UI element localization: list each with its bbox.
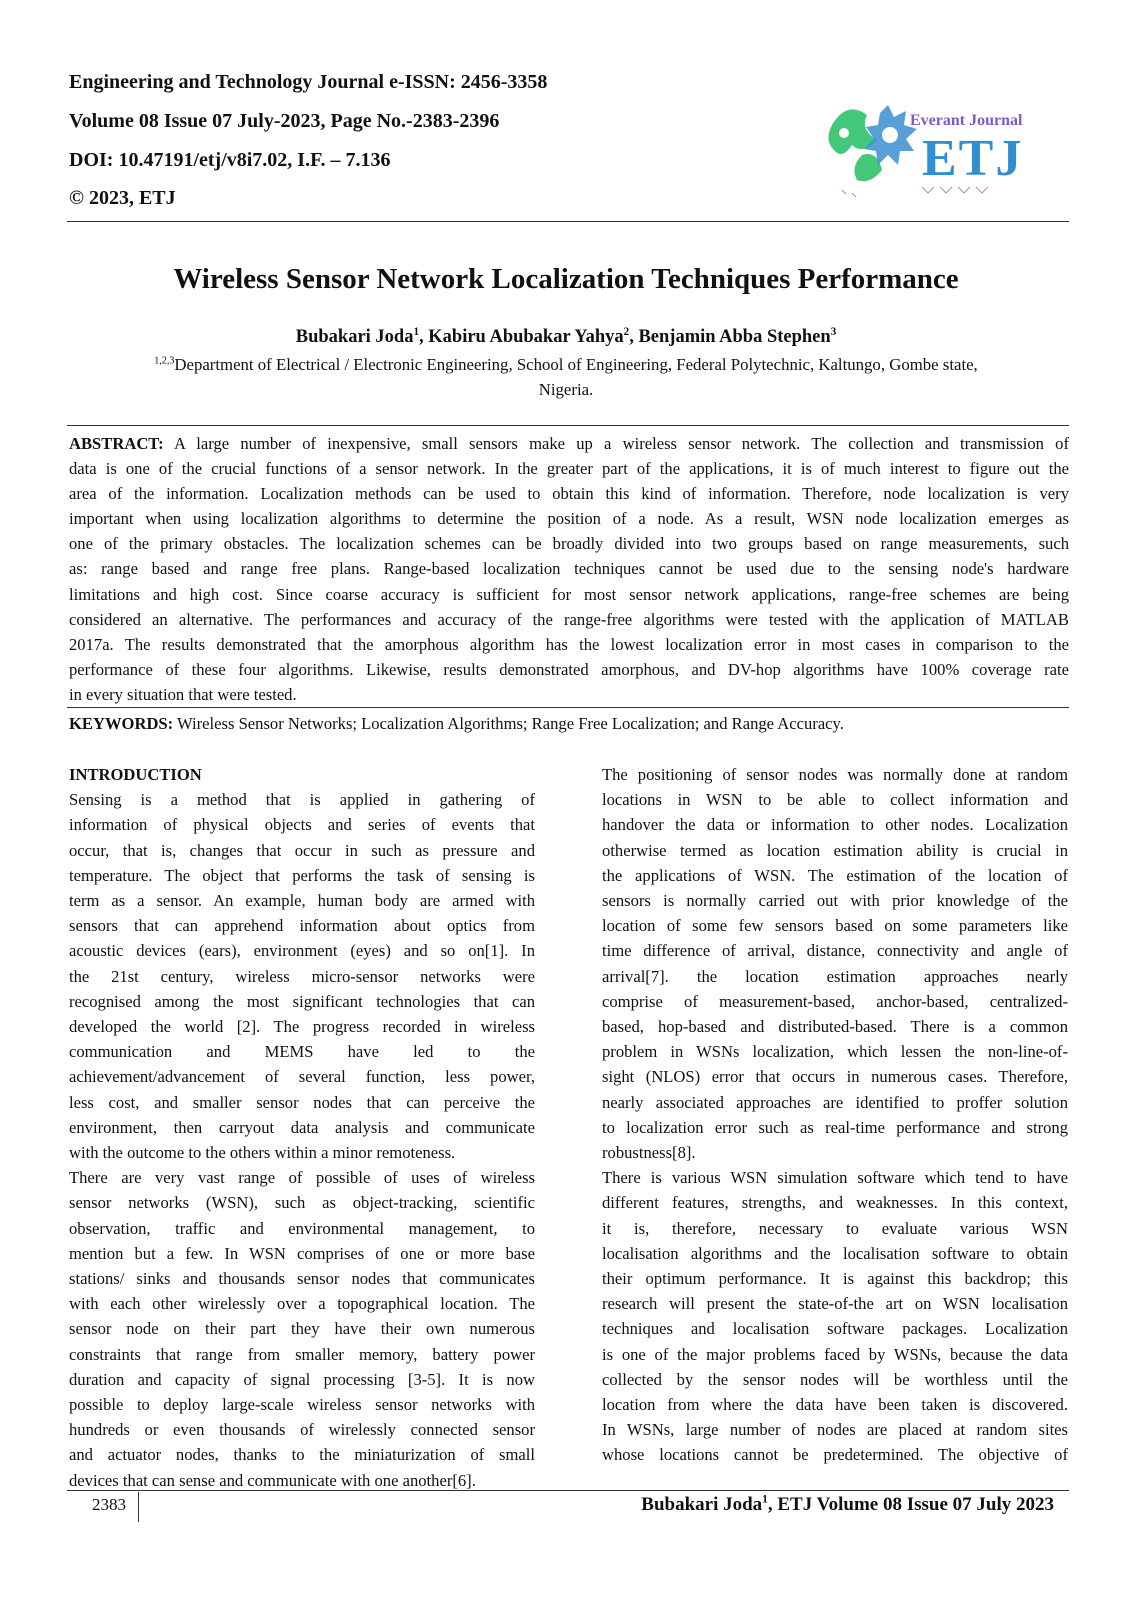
body-line: communication and MEMS have led to the — [69, 1042, 535, 1062]
body-line: hundreds or even thousands of wirelessly connected sensor — [69, 1420, 535, 1440]
affiliation-line-1: Department of Electrical / Electronic Engineering, School of Engineering, Federal Polytechnic, Kaltungo, Gombe state, — [174, 355, 978, 374]
body-line: to localization error such as real-time performance and strong — [602, 1117, 1068, 1137]
body-line: otherwise termed as location estimation ability is crucial in — [602, 840, 1068, 860]
abstract-line: in every situation that were tested. — [69, 684, 297, 704]
body-line: observation, traffic and environmental management, to — [69, 1218, 535, 1238]
header-rule — [67, 221, 1069, 222]
body-line: and actuator nodes, thanks to the miniaturization of small — [69, 1445, 535, 1465]
abstract-line: A large number of inexpensive, small sensors make up a wireless sensor network. The collection and transmission of — [163, 434, 1069, 453]
right-column — [602, 762, 1068, 1468]
author-list — [0, 326, 1132, 348]
left-column — [69, 762, 535, 1493]
footer-rule — [67, 1490, 1069, 1491]
body-line: recognised among the most significant technologies that can — [69, 991, 535, 1011]
body-line: it is, therefore, necessary to evaluate various WSN — [602, 1218, 1068, 1238]
body-line: time difference of arrival, distance, connectivity and angle of — [602, 941, 1068, 961]
body-line: temperature. The object that performs the task of sensing is — [69, 865, 535, 885]
footer-cite-rest: , ETJ Volume 08 Issue 07 July 2023 — [767, 1494, 1054, 1515]
body-line: The positioning of sensor nodes was normally done at random — [602, 765, 1068, 784]
body-line: sensor networks (WSN), such as object-tracking, scientific — [69, 1193, 535, 1213]
journal-name: Engineering and Technology Journal e-ISSN: 2456-3358 — [69, 71, 548, 93]
abstract-line: as: range based and range free plans. Range-based localization techniques cannot be used due to the sensing node's hardware — [69, 559, 1069, 579]
abstract-line: performance of these four algorithms. Likewise, results demonstrated amorphous, and DV-hop algorithms have 100% coverage rate — [69, 659, 1069, 679]
body-line: is one of the major problems faced by WSNs, because the data — [602, 1344, 1068, 1364]
body-line: comprise of measurement-based, anchor-based, centralized- — [602, 991, 1068, 1011]
abstract-line: limitations and high cost. Since coarse accuracy is sufficient for most sensor network applications, range-free schemes are being — [69, 584, 1069, 604]
abstract-line: area of the information. Localization methods can be used to obtain this kind of information. Therefore, node localization is very — [69, 484, 1069, 504]
body-line: sensors is normally carried out with prior knowledge of the — [602, 891, 1068, 911]
keywords-text: Wireless Sensor Networks; Localization Algorithms; Range Free Localization; and Range Accuracy. — [173, 714, 844, 733]
body-line: the 21st century, wireless micro-sensor networks were — [69, 966, 535, 986]
affiliation-line-2: Nigeria. — [538, 380, 594, 399]
body-line: acoustic devices (ears), environment (eyes) and so on[1]. In — [69, 941, 535, 961]
abstract-label: ABSTRACT: — [69, 434, 164, 453]
author-3: , Benjamin Abba Stephen — [629, 327, 831, 347]
keywords-rule — [67, 707, 1069, 708]
body-line: There is various WSN simulation software which tend to have — [602, 1168, 1068, 1188]
body-line: with the outcome to the others within a minor remoteness. — [69, 1143, 456, 1163]
author-2: , Kabiru Abubakar Yahya — [419, 327, 624, 347]
body-line: occur, that is, changes that occur in such as pressure and — [69, 840, 535, 860]
body-line: possible to deploy large-scale wireless sensor networks with — [69, 1395, 535, 1415]
body-line: their optimum performance. It is against this backdrop; this — [602, 1269, 1068, 1289]
body-line: with each other wirelessly over a topographical location. The — [69, 1294, 535, 1314]
page-number: 2383 — [92, 1495, 126, 1514]
body-line: the applications of WSN. The estimation of the location of — [602, 865, 1068, 885]
keywords-label: KEYWORDS: — [69, 714, 174, 733]
body-line: robustness[8]. — [602, 1143, 696, 1163]
affiliation — [0, 352, 1132, 402]
affiliation-sup: 1,2,3 — [154, 355, 175, 367]
body-line: problem in WSNs localization, which lessen the non-line-of- — [602, 1042, 1068, 1062]
body-line: sensors that can apprehend information about optics from — [69, 916, 535, 936]
logo-top-text: Everant Journal — [910, 112, 1023, 129]
body-line: based, hop-based and distributed-based. There is a common — [602, 1017, 1068, 1037]
abstract-line: 2017a. The results demonstrated that the amorphous algorithm has the lowest localization error in most cases in comparison to the — [69, 634, 1069, 654]
body-line: environment, then carryout data analysis and communicate — [69, 1117, 535, 1137]
body-line: mention but a few. In WSN comprises of one or more base — [69, 1243, 535, 1263]
body-line: information of physical objects and series of events that — [69, 815, 535, 835]
body-line: constraints that range from smaller memory, battery power — [69, 1344, 535, 1364]
paper-title: Wireless Sensor Network Localization Techniques Performance — [173, 263, 959, 295]
body-line: nearly associated approaches are identified to proffer solution — [602, 1092, 1068, 1112]
footer-citation — [641, 1494, 1054, 1516]
volume-info: Volume 08 Issue 07 July-2023, Page No.-2383-2396 — [69, 110, 500, 132]
body-line: sensor node on their part they have their own numerous — [69, 1319, 535, 1339]
footer-cite-sup: 1 — [762, 1493, 768, 1506]
body-line: developed the world [2]. The progress recorded in wireless — [69, 1017, 535, 1037]
footer-divider — [138, 1492, 139, 1522]
abstract-line: data is one of the crucial functions of a sensor network. In the greater part of the applications, it is of much interest to figure out the — [69, 459, 1069, 479]
body-line: duration and capacity of signal processing [3-5]. It is now — [69, 1369, 535, 1389]
logo-main-text: ETJ — [922, 130, 1024, 187]
body-line: There are very vast range of possible of uses of wireless — [69, 1168, 535, 1188]
abstract-line: one of the primary obstacles. The localization schemes can be broadly divided into two groups based on range measurements, such — [69, 534, 1069, 554]
abstract-top-rule — [67, 425, 1069, 426]
body-line: In WSNs, large number of nodes are placed at random sites — [602, 1420, 1068, 1440]
copyright: © 2023, ETJ — [69, 187, 176, 209]
body-line: handover the data or information to other nodes. Localization — [602, 815, 1068, 835]
author-1-sup: 1 — [413, 325, 420, 338]
body-line: less cost, and smaller sensor nodes that can perceive the — [69, 1092, 535, 1112]
abstract-line: important when using localization algorithms to determine the position of a node. As a result, WSN node localization emerges as — [69, 509, 1069, 529]
doi: DOI: 10.47191/etj/v8i7.02, I.F. – 7.136 — [69, 149, 391, 171]
etj-logo — [822, 95, 1044, 205]
author-1: Bubakari Joda — [295, 327, 414, 347]
body-line: different features, strengths, and weaknesses. In this context, — [602, 1193, 1068, 1213]
body-line: collected by the sensor nodes will be worthless until the — [602, 1369, 1068, 1389]
body-line: stations/ sinks and thousands sensor nodes that communicates — [69, 1269, 535, 1289]
body-line: locations in WSN to be able to collect information and — [602, 790, 1068, 810]
body-line: localisation algorithms and the localisation software to obtain — [602, 1243, 1068, 1263]
body-line: whose locations cannot be predetermined. The objective of — [602, 1445, 1068, 1465]
footer-cite-author: Bubakari Joda — [641, 1494, 763, 1515]
body-line: sight (NLOS) error that occurs in numerous cases. Therefore, — [602, 1067, 1068, 1087]
body-line: term as a sensor. An example, human body are armed with — [69, 891, 535, 911]
body-line: Sensing is a method that is applied in gathering of — [69, 790, 535, 810]
abstract — [69, 431, 1069, 707]
body-line: location of some few sensors based on some parameters like — [602, 916, 1068, 936]
section-heading-introduction: INTRODUCTION — [69, 765, 202, 784]
author-2-sup: 2 — [623, 325, 630, 338]
body-line: location from where the data have been taken is discovered. — [602, 1395, 1068, 1415]
author-3-sup: 3 — [830, 325, 837, 338]
body-line: arrival[7]. the location estimation approaches nearly — [602, 966, 1068, 986]
body-line: devices that can sense and communicate with one another[6]. — [69, 1470, 476, 1490]
body-line: research will present the state-of-the art on WSN localisation — [602, 1294, 1068, 1314]
abstract-line: considered an alternative. The performances and accuracy of the range-free algorithms were tested with the application of MATLAB — [69, 609, 1069, 629]
body-line: techniques and localisation software packages. Localization — [602, 1319, 1068, 1339]
keywords — [69, 712, 1069, 736]
body-line: achievement/advancement of several function, less power, — [69, 1067, 535, 1087]
